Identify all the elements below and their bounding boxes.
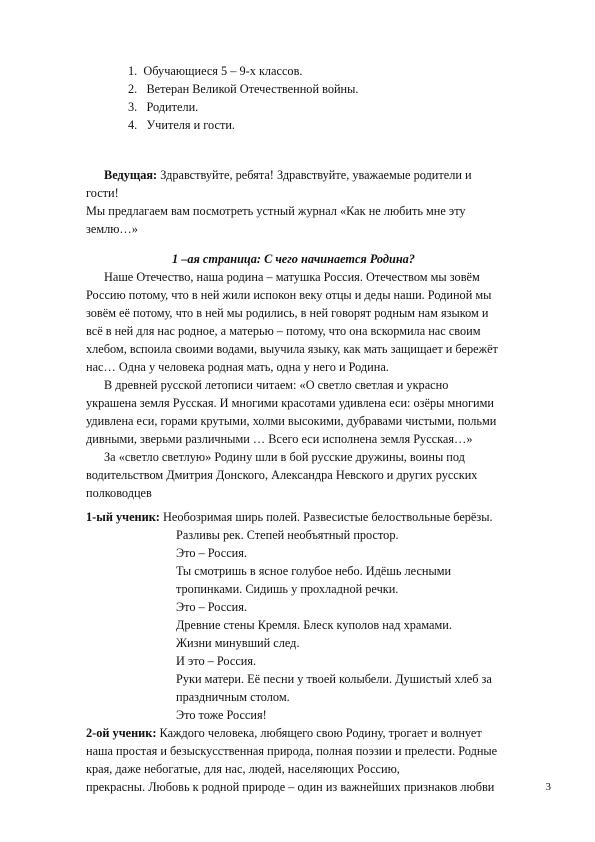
host-intro-line: Мы предлагаем вам посмотреть устный журнал «Как не любить мне эту <box>86 204 466 218</box>
host-intro-line: землю…» <box>86 222 138 236</box>
speech-line: И это – Россия. <box>176 654 257 668</box>
section-heading: 1 –ая страница: С чего начинается Родина? <box>172 252 415 266</box>
speech-line: Руки матери. Её песни у твоей колыбели. Душистый хлеб за <box>176 672 492 686</box>
text-line: зовём её потому, что в ней мы родились, в ней говорят родным нам языком и <box>86 306 489 320</box>
text-line: хлебом, вспоила своими водами, выучила языку, как мать защищает и бережёт <box>86 342 498 356</box>
list-item: 1. Обучающиеся 5 – 9-х классов. <box>128 64 303 78</box>
text-line: водительством Дмитрия Донского, Александра Невского и других русских <box>86 468 478 482</box>
text-line: дивными, зверьми различными … Всего еси исполнена земля Русская…» <box>86 432 473 446</box>
speech-line: края, даже небогатые, для нас, людей, населяющих Россию, <box>86 762 400 776</box>
list-item: 3. Родители. <box>128 100 199 114</box>
speaker-label: Ведущая: <box>104 168 158 182</box>
host-intro-line: гости! <box>86 186 119 200</box>
speech-line: тропинками. Сидишь у прохладной речки. <box>176 582 399 596</box>
text-line: В древней русской летописи читаем: «О светло светлая и украсно <box>104 378 449 392</box>
speech-line: праздничным столом. <box>176 690 290 704</box>
host-intro-line: Ведущая: Здравствуйте, ребята! Здравствуйте, уважаемые родители и <box>104 168 472 182</box>
speech-line: Жизни минувший след. <box>176 636 300 650</box>
text-line: всё в ней для нас родное, а матерью – потому, что она вскормила нас своим <box>86 324 481 338</box>
text-line: Наше Отечество, наша родина – матушка Россия. Отечеством мы зовём <box>104 270 480 284</box>
speech-line: прекрасны. Любовь к родной природе – один из важнейших признаков любви <box>86 780 495 794</box>
text-line: нас… Одна у человека родная мать, одна у него и Родина. <box>86 360 389 374</box>
text-line: полководцев <box>86 486 152 500</box>
speech-line: Древние стены Кремля. Блеск куполов над храмами. <box>176 618 452 632</box>
speech-line: Ты смотришь в ясное голубое небо. Идёшь лесными <box>176 564 452 578</box>
text-line: украшена земля Русская. И многими красотами удивлена еси: озёры многими <box>86 396 494 410</box>
speaker-label: 1-ый ученик: <box>86 510 160 524</box>
speech-line: Это – Россия. <box>176 546 247 560</box>
speech-line: 1-ый ученик: Необозримая ширь полей. Развесистые белоствольные берёзы. <box>86 510 493 524</box>
text-line: удивлена еси, горами крутыми, холми высокими, дубравами чистыми, польми <box>86 414 497 428</box>
speaker-label: 2-ой ученик: <box>86 726 157 740</box>
list-item: 4. Учителя и гости. <box>128 118 235 132</box>
speech-line: Это – Россия. <box>176 600 247 614</box>
page-number: 3 <box>545 781 551 793</box>
speech-line: 2-ой ученик: Каждого человека, любящего свою Родину, трогает и волнует <box>86 726 482 740</box>
speech-line: Это тоже Россия! <box>176 708 267 722</box>
text-line: Россию потому, что в ней жили испокон веку отцы и деды наши. Родиной мы <box>86 288 492 302</box>
speech-line: Разливы рек. Степей необъятный простор. <box>176 528 399 542</box>
list-item: 2. Ветеран Великой Отечественной войны. <box>128 82 359 96</box>
speech-line: наша простая и безыскусственная природа, полная поэзии и прелести. Родные <box>86 744 498 758</box>
text-line: За «светло светлую» Родину шли в бой русские дружины, воины под <box>104 450 465 464</box>
